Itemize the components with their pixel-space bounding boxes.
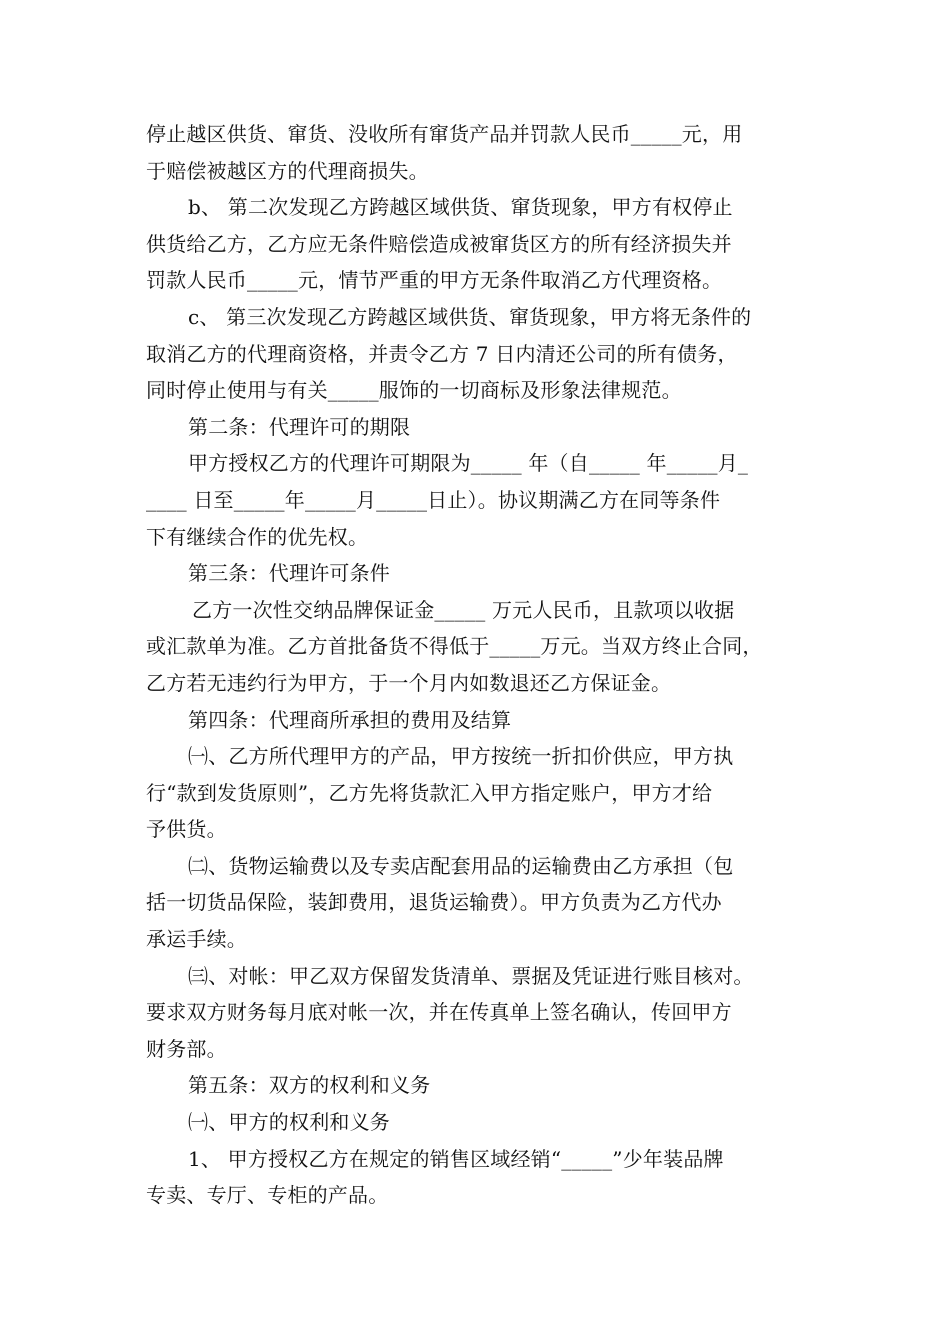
text-line: 要求双方财务每月底对帐一次，并在传真单上签名确认，传回甲方 [146,1000,732,1025]
text-line: 取消乙方的代理商资格，并责令乙方 7 日内清还公司的所有债务， [146,341,738,366]
item-3: ㈢、对帐：甲乙双方保留发货清单、票据及凭证进行账目核对。 [188,963,754,988]
text-line: 予供货。 [146,817,227,842]
text-line: 乙方若无违约行为甲方，于一个月内如数退还乙方保证金。 [146,670,672,695]
text-line: 停止越区供货、窜货、没收所有窜货产品并罚款人民币_____元，用 [146,122,743,146]
text-line: 乙方一次性交纳品牌保证金_____ 万元人民币，且款项以收据 [192,597,735,622]
article-4-heading: 第四条：代理商所承担的费用及结算 [188,707,512,732]
article-3-heading: 第三条：代理许可条件 [188,561,390,586]
text-line: 或汇款单为准。乙方首批备货不得低于_____万元。当双方终止合同， [146,634,763,659]
contract-body [146,116,808,1214]
text-line: ____ 日至_____年_____月_____日止）。协议期满乙方在同等条件 [146,487,721,512]
text-line: 于赔偿被越区方的代理商损失。 [146,158,429,183]
clause-b: b、 第二次发现乙方跨越区域供货、窜货现象，甲方有权停止 [188,195,733,220]
clause-c: c、 第三次发现乙方跨越区域供货、窜货现象，甲方将无条件的 [188,304,752,329]
article-2-heading: 第二条：代理许可的期限 [188,414,411,439]
text-line: 承运手续。 [146,927,247,952]
text-line: 括一切货品保险，装卸费用，退货运输费）。甲方负责为乙方代办 [146,890,722,915]
text-line: 罚款人民币_____元，情节严重的甲方无条件取消乙方代理资格。 [146,268,723,293]
item-2: ㈡、货物运输费以及专卖店配套用品的运输费由乙方承担（包 [188,853,734,878]
item-1: ㈠、乙方所代理甲方的产品，甲方按统一折扣价供应，甲方执 [188,744,734,769]
text-line: 同时停止使用与有关_____服饰的一切商标及形象法律规范。 [146,378,682,403]
text-line: 供货给乙方，乙方应无条件赔偿造成被窜货区方的所有经济损失并 [146,231,732,256]
text-line: 行“款到发货原则”，乙方先将货款汇入甲方指定账户，甲方才给 [146,780,713,805]
text-line: 专卖、专厅、专柜的产品。 [146,1183,389,1208]
text-line: 下有继续合作的优先权。 [146,524,369,549]
text-line: 甲方授权乙方的代理许可期限为_____ 年（自_____ 年_____月_ [188,451,749,476]
item-numbered-1: 1、 甲方授权乙方在规定的销售区域经销“_____”少年装品牌 [188,1146,724,1171]
article-5-heading: 第五条：双方的权利和义务 [188,1073,431,1098]
text-line: 财务部。 [146,1036,227,1061]
sub-heading: ㈠、甲方的权利和义务 [188,1110,390,1135]
